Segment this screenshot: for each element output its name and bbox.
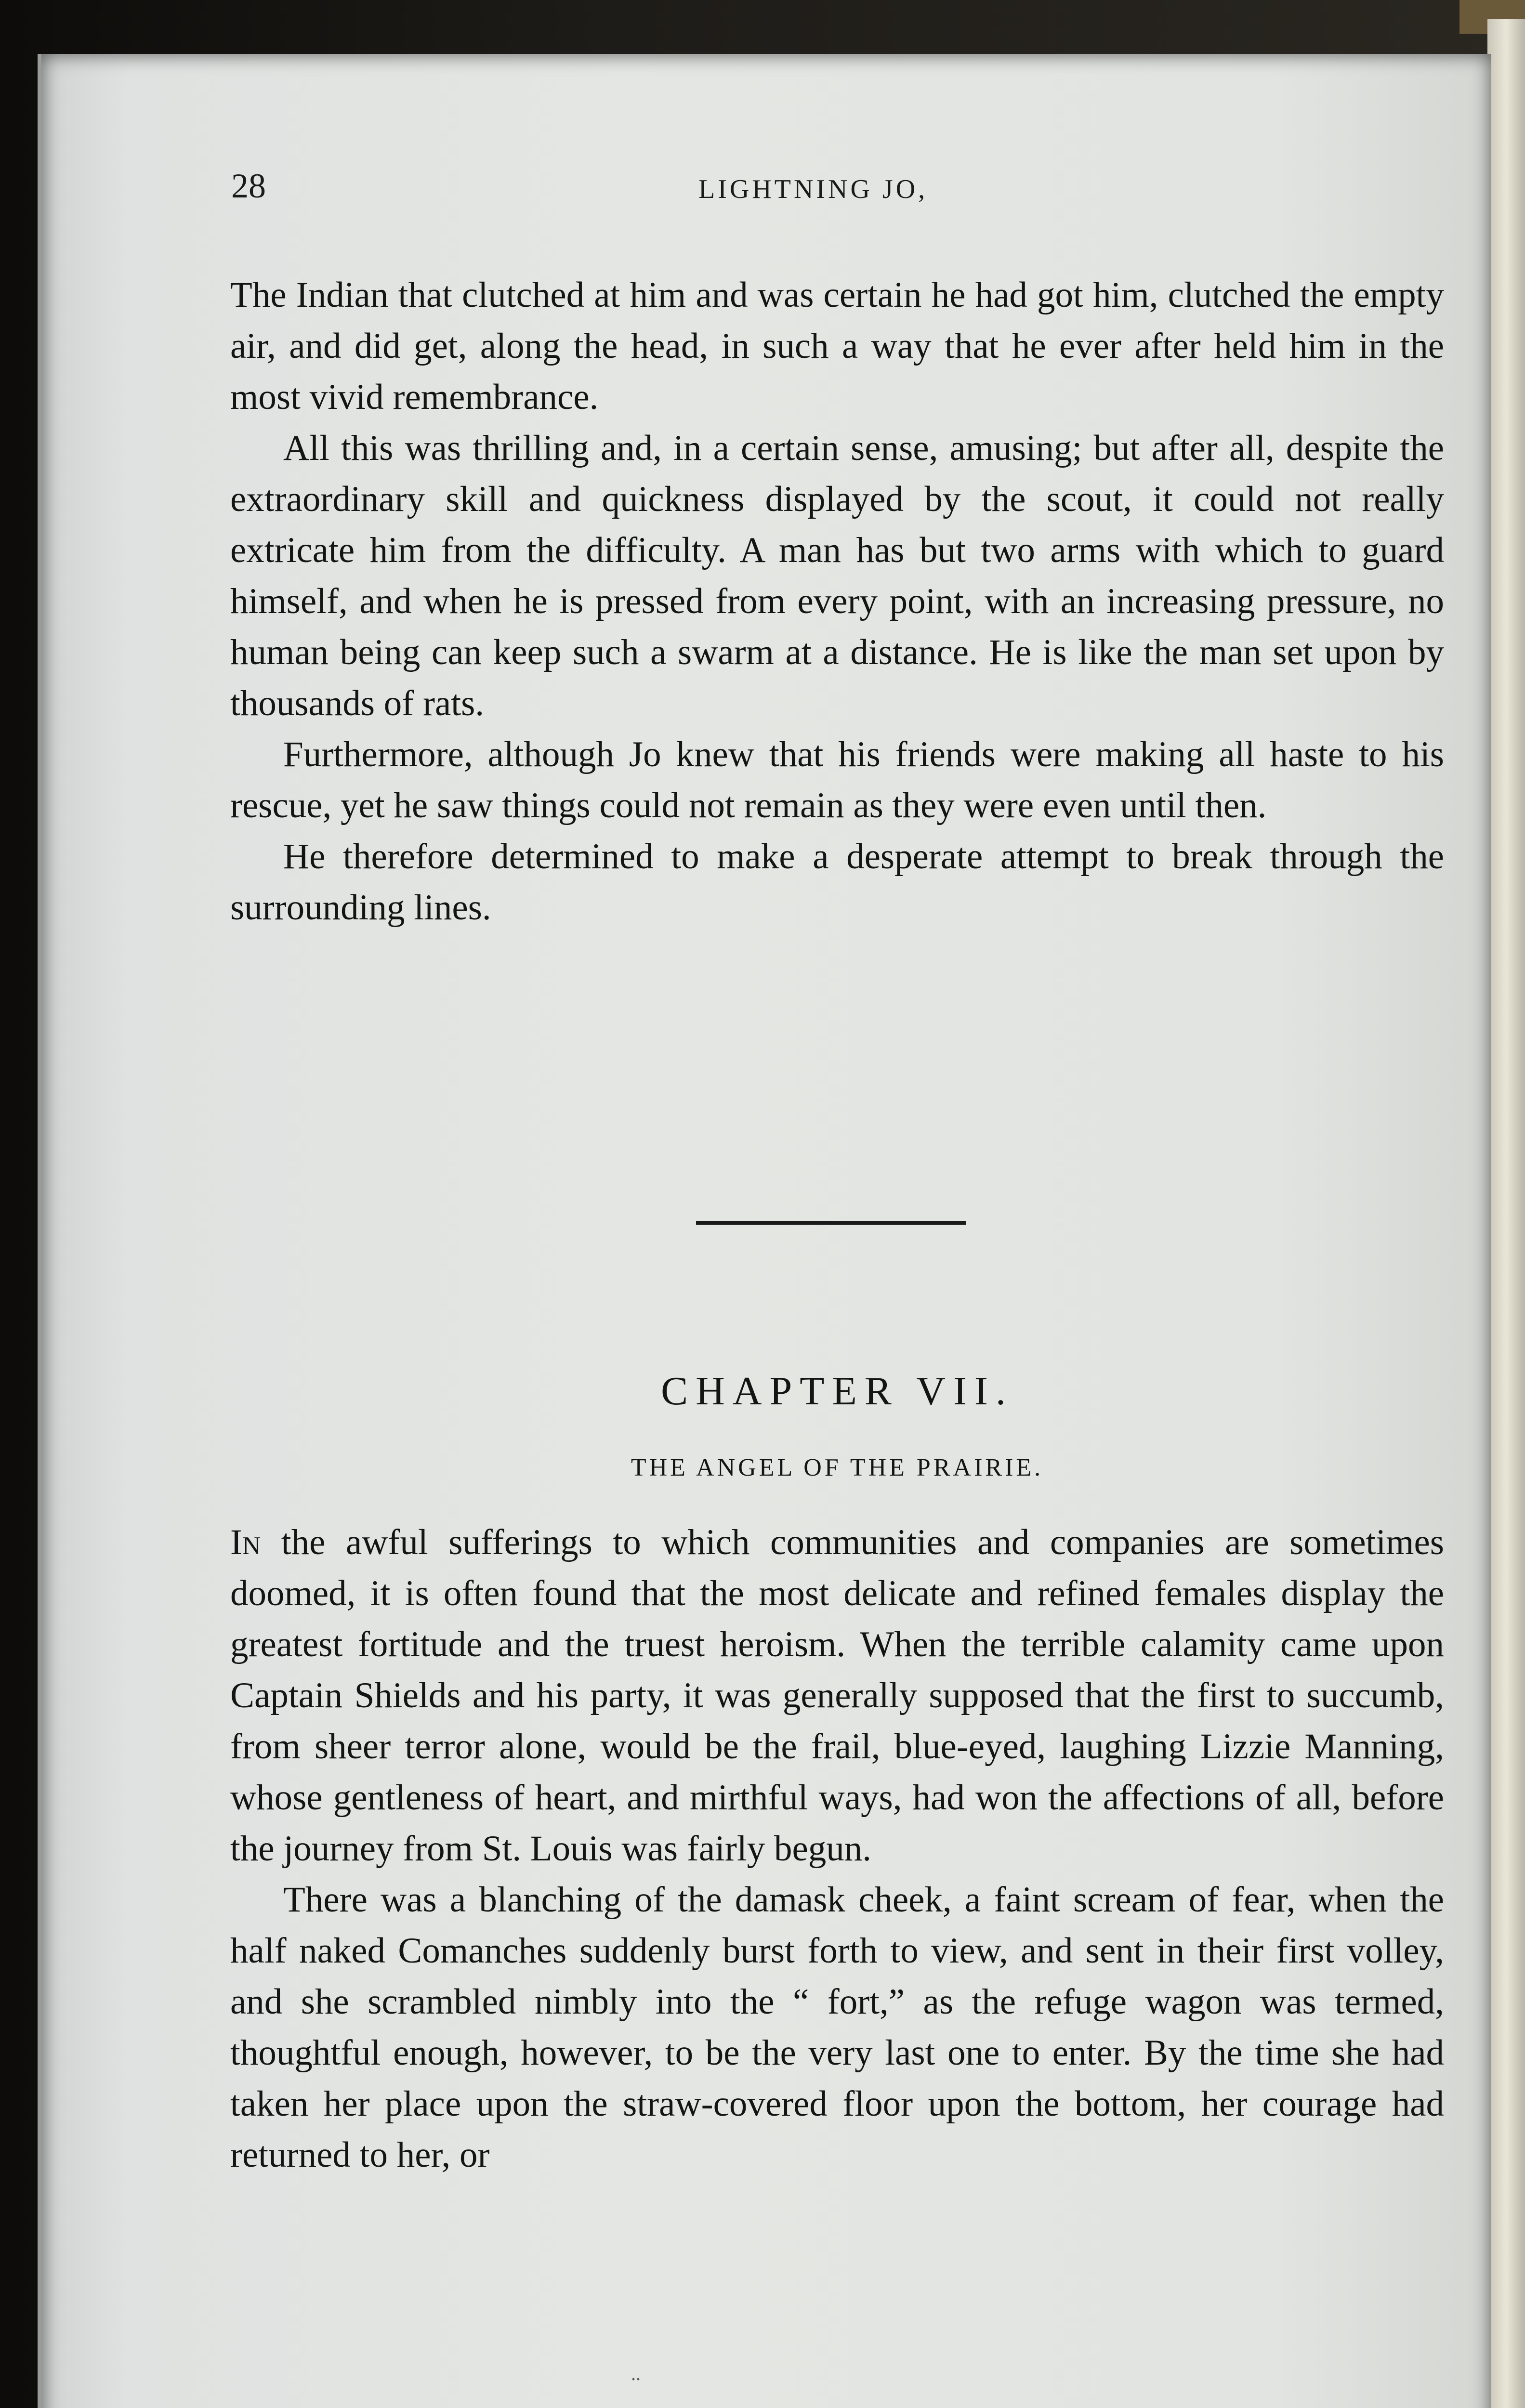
chapter-title: CHAPTER VII. [661,1369,1013,1413]
paragraph: Furthermore, although Jo knew that his friends were making all haste to his rescue, yet he saw things could not remain as they were even until then. [230,734,1444,825]
continuation-text [230,270,1444,933]
running-head [193,166,1445,219]
paragraph: The Indian that clutched at him and was certain he had got him, clutched the empty air, and did get, along the head, in such a way that he ever after held him in the most vivid remembrance. [230,275,1444,417]
opening-word: In [230,1522,261,1562]
running-title: LIGHTNING JO, [698,174,928,204]
book-spine [1487,19,1525,2408]
chapter-opening-paragraph [230,1517,1444,1874]
section-divider [696,1221,966,1225]
paragraph: He therefore determined to make a desperate attempt to break through the surrounding lines. [230,837,1444,928]
paragraph: There was a blanching of the damask cheek, a faint scream of fear, when the half naked Comanches suddenly burst forth to view, and sent in their first volley, and she scrambled nimbly into the “ fort,” as the refuge wagon was termed, thoughtful enough, however, to be the very last one to enter. By the time she had taken her place upon the straw-covered floor upon the bottom, her courage had returned to her, or [230,1880,1444,2175]
chapter-subtitle: THE ANGEL OF THE PRAIRIE. [631,1454,1044,1481]
paragraph: All this was thrilling and, in a certain sense, amusing; but after all, despite the extraordinary skill and quickness displayed by the scout, it could not really extricate him from the difficulty. A man has but two arms with which to guard himself, and when he is pressed from every point, with an increasing pressure, no human being can keep such a swarm at a distance. He is like the man set upon by thousands of rats. [230,428,1444,723]
opening-paragraph-rest: the awful sufferings to which communities and companies are sometimes doomed, it is often found that the most delicate and refined females display the greatest fortitude and the truest heroism. When the terrible calamity came upon Captain Shields and his party, it was generally supposed that the first to succumb, from sheer terror alone, would be the frail, blue-eyed, laughing Lizzie Manning, whose gentleness of heart, and mirthful ways, had won the affections of all, before the journey from St. Louis was fairly begun. [230,1522,1444,1869]
chapter-text [230,1517,1444,2181]
signature-mark: .. [631,2363,641,2384]
page-number: 28 [231,167,266,205]
